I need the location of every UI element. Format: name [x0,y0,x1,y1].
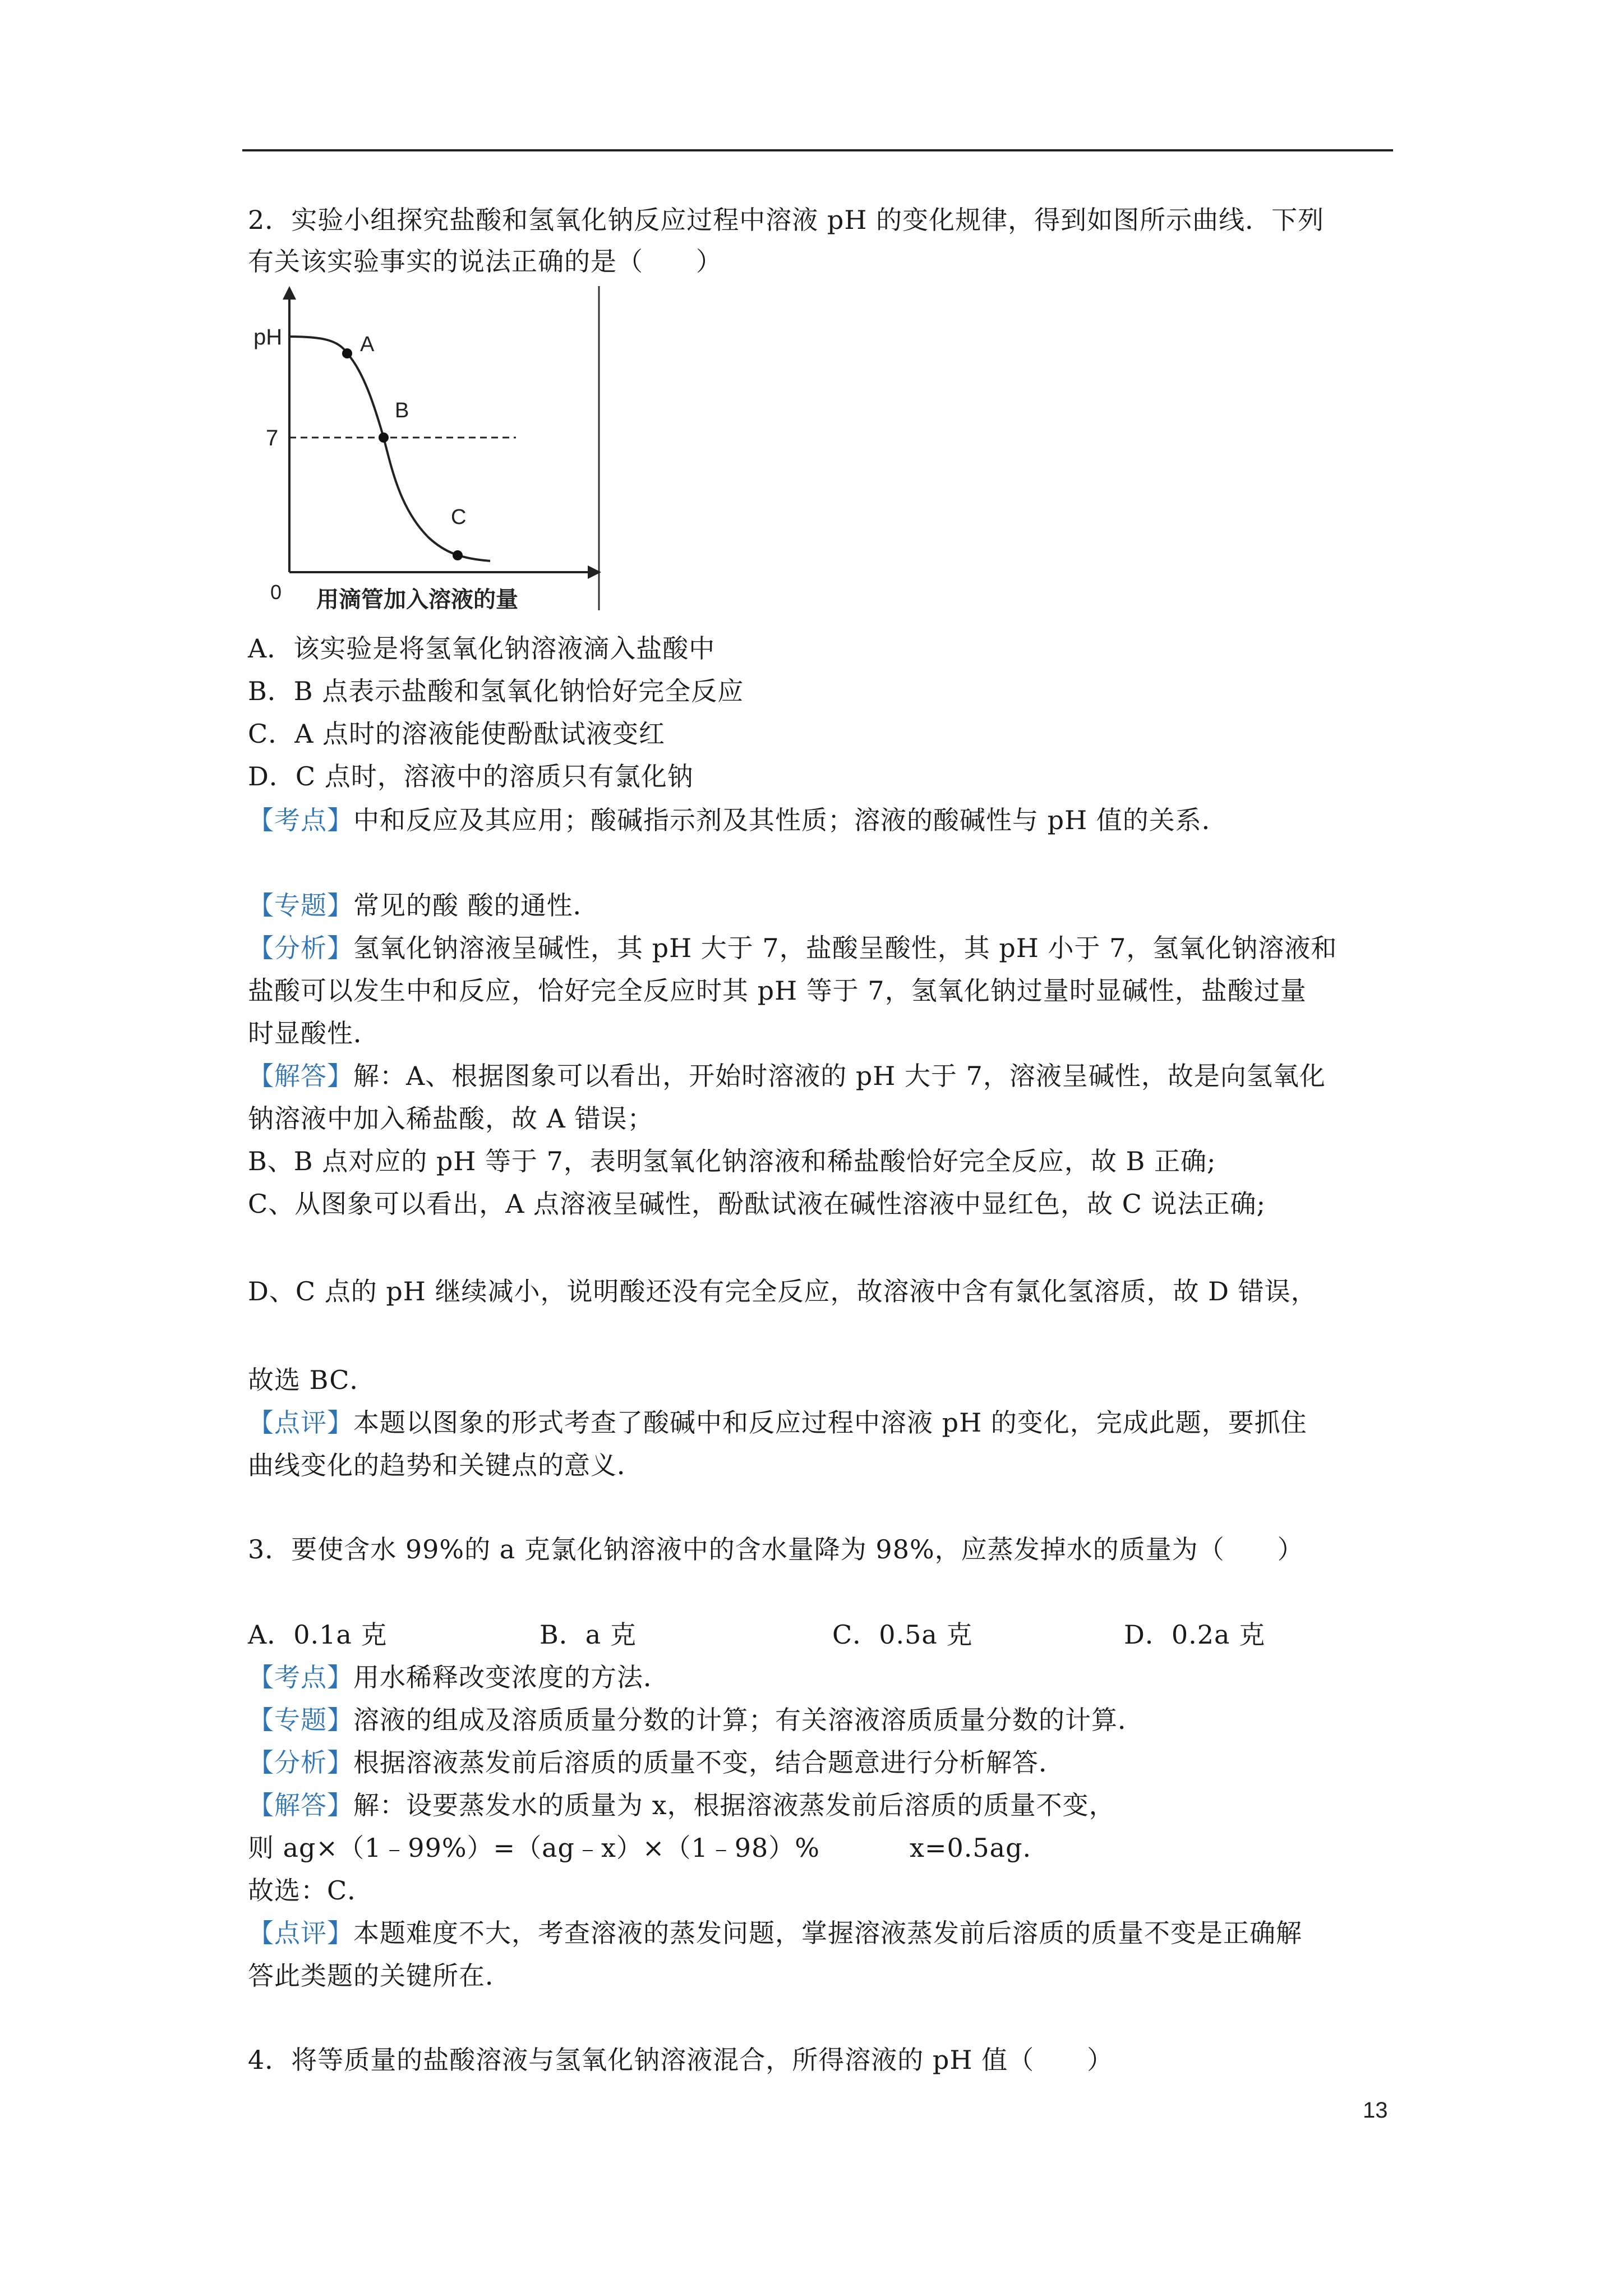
q2-jieda-line1 [248,1059,1326,1093]
fenxi-text: 根据溶液蒸发前后溶质的质量不变，结合题意进行分析解答． [353,1747,1065,1778]
q3-zhuanti [248,1703,1144,1737]
q2-stem-line2: 有关该实验事实的说法正确的是（ ） [248,246,722,277]
q2-fenxi-line3: 时显酸性． [248,1018,380,1048]
q2-jieda-line2: 钠溶液中加入稀盐酸，故 A 错误； [248,1103,654,1134]
q2-dianping-line1 [248,1406,1307,1439]
zhuanti-text: 常见的酸 酸的通性． [353,890,600,921]
point-c-marker [453,550,463,560]
point-a-marker [342,348,352,358]
q2-jieda-line6: 故选 BC． [248,1365,376,1395]
q3-jieda-line2 [248,1831,1031,1865]
q3-option-c: C．0.5a 克 [832,1619,973,1650]
y-axis-label: pH [255,325,283,349]
q3-jieda-line1 [248,1788,1115,1822]
q2-option-c: C．A 点时的溶液能使酚酞试液变红 [248,719,666,749]
dianping-tag: 【点评】 [248,1407,353,1438]
page-number: 13 [1363,2098,1388,2123]
q4-stem: 4．将等质量的盐酸溶液与氢氧化钠溶液混合，所得溶液的 pH 值（ ） [248,2045,1114,2075]
q2-jieda-line4: C、从图象可以看出，A 点溶液呈碱性，酚酞试液在碱性溶液中显红色，故 C 说法正确; [248,1189,1266,1219]
q2-jieda-line3: B、B 点对应的 pH 等于 7，表明氢氧化钠溶液和稀盐酸恰好完全反应，故 B 正确; [248,1146,1216,1176]
zhuanti-text: 溶液的组成及溶质质量分数的计算；有关溶液溶质质量分数的计算． [353,1705,1144,1735]
equation-result: x=0.5ag. [910,1833,1032,1863]
q3-dianping-line2: 答此类题的关键所在． [248,1961,511,1991]
jieda-text: 解：设要蒸发水的质量为 x，根据溶液蒸发前后溶质的质量不变， [353,1790,1115,1820]
point-b-label: B [395,399,409,422]
dianping-text: 本题以图象的形式考查了酸碱中和反应过程中溶液 pH 的变化，完成此题，要抓住 [353,1407,1307,1438]
ph-curve-graph [255,285,602,610]
q3-jieda-line3: 故选：C． [248,1875,374,1906]
q2-kaodian [248,803,1228,837]
header-rule [242,149,1393,151]
point-c-label: C [451,505,467,529]
ph7-label: 7 [266,426,279,450]
q3-kaodian [248,1660,670,1694]
point-a-label: A [360,333,375,356]
dianping-tag: 【点评】 [248,1918,353,1948]
jieda-tag: 【解答】 [248,1790,353,1820]
fenxi-tag: 【分析】 [248,933,353,963]
x-axis-label: 用滴管加入溶液的量 [316,587,518,610]
fenxi-text: 氢氧化钠溶液呈碱性，其 pH 大于 7，盐酸呈酸性，其 pH 小于 7，氢氧化钠溶液和 [353,933,1338,963]
q3-option-b: B．a 克 [540,1619,637,1650]
kaodian-text: 用水稀释改变浓度的方法． [353,1662,670,1692]
origin-label: 0 [270,581,282,604]
q2-option-a: A．该实验是将氢氧化钠溶液滴入盐酸中 [248,633,716,664]
q2-fenxi-line2: 盐酸可以发生中和反应，恰好完全反应时其 pH 等于 7，氢氧化钠过量时显碱性，盐酸过量 [248,976,1307,1006]
dianping-text: 本题难度不大，考查溶液的蒸发问题，掌握溶液蒸发前后溶质的质量不变是正确解 [353,1918,1302,1948]
zhuanti-tag: 【专题】 [248,890,353,921]
jieda-tag: 【解答】 [248,1061,353,1091]
q2-zhuanti [248,889,600,922]
zhuanti-tag: 【专题】 [248,1705,353,1735]
point-b-marker [379,432,389,443]
q2-fenxi-line1 [248,931,1337,965]
q3-fenxi [248,1746,1065,1779]
kaodian-tag: 【考点】 [248,1662,353,1692]
q3-option-a: A．0.1a 克 [248,1619,388,1650]
jieda-text: 解：A、根据图象可以看出，开始时溶液的 pH 大于 7，溶液呈碱性，故是向氢氧化 [353,1061,1326,1091]
q2-jieda-line5: D、C 点的 pH 继续减小，说明酸还没有完全反应，故溶液中含有氯化氢溶质，故 D 错误， [248,1276,1317,1306]
fenxi-tag: 【分析】 [248,1747,353,1778]
q3-dianping-line1 [248,1916,1302,1950]
q2-option-d: D．C 点时，溶液中的溶质只有氯化钠 [248,761,694,792]
q3-option-d: D．0.2a 克 [1124,1619,1266,1650]
q2-dianping-line2: 曲线变化的趋势和关键点的意义． [248,1450,643,1480]
ph-curve-figure [255,285,602,610]
equation-left: 则 ag×（1﹣99%）=（ag﹣x）×（1﹣98）% [248,1833,820,1863]
q2-option-b: B．B 点表示盐酸和氢氧化钠恰好完全反应 [248,676,744,706]
q3-options [248,1618,1265,1651]
kaodian-text: 中和反应及其应用；酸碱指示剂及其性质；溶液的酸碱性与 pH 值的关系． [353,805,1228,835]
q2-stem-line1: 2．实验小组探究盐酸和氢氧化钠反应过程中溶液 pH 的变化规律，得到如图所示曲线．下列 [248,205,1325,235]
kaodian-tag: 【考点】 [248,805,353,835]
q3-stem: 3．要使含水 99%的 a 克氯化钠溶液中的含水量降为 98%，应蒸发掉水的质量为（ ） [248,1534,1304,1565]
y-axis-arrow [283,286,296,300]
